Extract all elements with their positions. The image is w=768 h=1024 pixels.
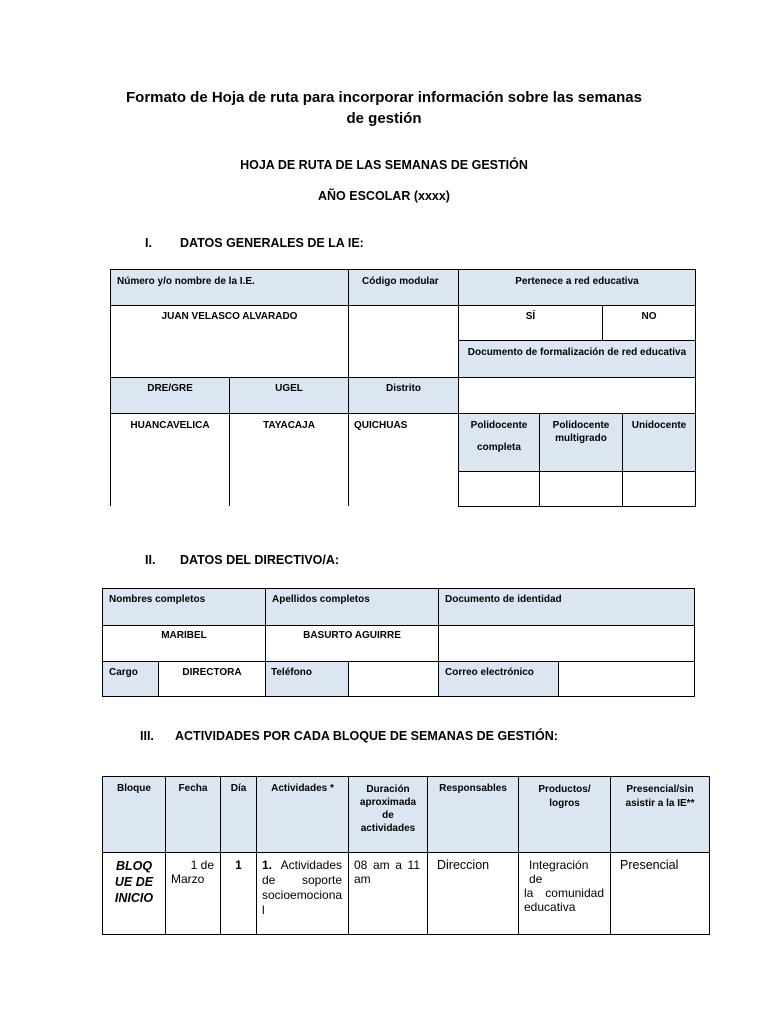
phone-label: Teléfono [271, 667, 312, 678]
dia-header-label: Día [230, 783, 247, 794]
formalization-label: Documento de formalización de red educativa [467, 347, 687, 358]
section2-heading [145, 553, 339, 567]
productos-header-line: Productos/ [538, 784, 591, 795]
duracion-value [354, 858, 420, 886]
productos-value-line: la comunidad [524, 886, 604, 900]
document-title [100, 87, 668, 129]
unidocente-value-cell [622, 471, 696, 507]
presencial-header-line: asistir a la IE** [625, 798, 695, 809]
duracion-value-line: 08 am a 11 [354, 858, 420, 872]
position-label: Cargo [109, 667, 138, 678]
code-label: Código modular [362, 276, 439, 287]
fecha-value-line: 1 de [190, 858, 214, 872]
polidocente-completa-label-1: Polidocente [470, 420, 528, 431]
district-value: QUICHUAS [354, 420, 408, 431]
code-header-cell [348, 269, 459, 306]
formalization-header-cell [458, 340, 696, 378]
duracion-header-line: de [382, 810, 394, 821]
name-header-cell [110, 269, 349, 306]
polidocente-completa-label-2: completa [477, 442, 521, 453]
actividades-header-label: Actividades * [271, 783, 334, 794]
presencial-header-label [610, 783, 710, 811]
duracion-header-line: aproximada [359, 797, 417, 808]
productos-header-label [518, 783, 611, 811]
section3-number: III. [140, 729, 154, 743]
dia-value: 1 [235, 858, 242, 872]
presencial-value: Presencial [620, 858, 679, 872]
bloque-value-line: INICIO [114, 891, 154, 905]
section2-number: II. [145, 553, 156, 567]
document-subtitle: HOJA DE RUTA DE LAS SEMANAS DE GESTIÓN [240, 158, 528, 172]
unidocente-label: Unidocente [631, 420, 687, 431]
duracion-header-label [348, 783, 428, 835]
ugel-label: UGEL [275, 383, 303, 394]
section1-number: I. [145, 236, 152, 250]
email-value-cell [558, 661, 695, 697]
surnames-label: Apellidos completos [272, 594, 370, 605]
ugel-value: TAYACAJA [263, 420, 315, 431]
responsables-header-label: Responsables [439, 783, 507, 794]
polidocente-multigrado-label-1: Polidocente [552, 420, 610, 431]
activity-number: 1. [262, 858, 273, 872]
polidocente-multigrado-value-cell [539, 471, 623, 507]
name-label: Número y/o nombre de la I.E. [117, 276, 255, 287]
actividades-value-line: de soporte [262, 873, 342, 887]
dre-value: HUANCAVELICA [130, 420, 210, 431]
duracion-header-line: Duración [366, 784, 410, 795]
fecha-value [171, 858, 214, 886]
school-name-value: JUAN VELASCO ALVARADO [161, 311, 298, 322]
bloque-value-line: UE DE [114, 875, 154, 889]
polidocente-completa-value-cell [458, 471, 540, 507]
phone-value-cell [348, 661, 439, 697]
productos-value [524, 858, 604, 914]
document-title-line2: de gestión [346, 110, 422, 127]
director-surnames-value: BASURTO AGUIRRE [303, 630, 401, 641]
network-yes-label: SÍ [525, 311, 536, 322]
duracion-value-line: am [354, 872, 371, 886]
district-label: Distrito [386, 383, 421, 394]
id-doc-label: Documento de identidad [445, 594, 562, 605]
responsables-value: Direccion [437, 858, 490, 872]
productos-value-line: Integración de [529, 858, 589, 886]
email-label: Correo electrónico [445, 667, 534, 678]
section3-title: ACTIVIDADES POR CADA BLOQUE DE SEMANAS DE GESTIÓN: [175, 729, 558, 743]
network-no-label: NO [641, 311, 657, 322]
director-position-value: DIRECTORA [182, 667, 242, 678]
fecha-header-label: Fecha [178, 783, 208, 794]
names-label: Nombres completos [109, 594, 206, 605]
section1-heading [145, 236, 364, 250]
dre-label: DRE/GRE [147, 383, 193, 394]
document-title-line1: Formato de Hoja de ruta para incorporar información sobre las semanas [126, 89, 642, 106]
polidocente-multigrado-label-2: multigrado [555, 433, 607, 444]
section2-title: DATOS DEL DIRECTIVO/A: [180, 553, 340, 567]
bloque-value [102, 858, 166, 906]
bloque-header-label: Bloque [117, 783, 151, 794]
director-names-value: MARIBEL [161, 630, 207, 641]
actividades-value-line [262, 858, 342, 873]
network-header-cell [458, 269, 696, 306]
activity-text: Actividades [280, 858, 342, 872]
fecha-value-line: Marzo [171, 872, 205, 886]
bloque-value-line: BLOQ [115, 859, 153, 873]
network-label: Pertenece a red educativa [515, 276, 639, 287]
duracion-header-line: actividades [360, 823, 416, 834]
actividades-value-line: l [262, 903, 265, 917]
section3-heading [140, 729, 558, 743]
actividades-value [262, 858, 342, 918]
formalization-value-cell [458, 377, 696, 414]
school-year: AÑO ESCOLAR (xxxx) [318, 189, 450, 203]
id-doc-value-cell [438, 625, 695, 662]
presencial-header-line: Presencial/sin [626, 784, 694, 795]
code-value-cell [348, 305, 459, 378]
productos-header-line: logros [549, 798, 580, 809]
section1-title: DATOS GENERALES DE LA IE: [180, 236, 364, 250]
productos-value-line: educativa [524, 900, 576, 914]
actividades-value-line: socioemociona [262, 888, 343, 902]
